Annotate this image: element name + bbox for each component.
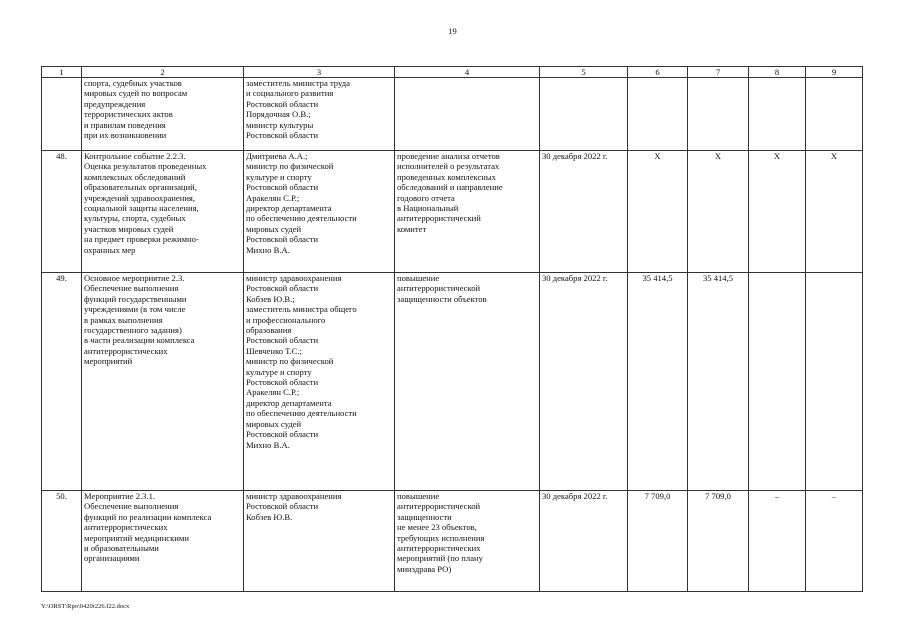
responsible-cell: министр здравоохранения Ростовской области Кобзев Ю.В.; заместитель министра общего и профессионального образования Ростовской области Шевченко Т.С.; министр по физической культуре и спорту Ростовской области Аракелян С.Р.; директор департамента по обеспечению деятельности мировых судей Ростовской области Михно В.А. bbox=[244, 273, 395, 491]
column-number: 3 bbox=[244, 67, 395, 78]
row-number: 49. bbox=[42, 273, 82, 491]
column-number: 8 bbox=[749, 67, 806, 78]
column-number: 4 bbox=[395, 67, 540, 78]
value-cell: Х bbox=[628, 151, 688, 273]
value-cell bbox=[628, 78, 688, 151]
responsible-cell: министр здравоохранения Ростовской области Кобзев Ю.В. bbox=[244, 491, 395, 592]
column-number: 1 bbox=[42, 67, 82, 78]
table-row bbox=[42, 78, 863, 151]
table-row bbox=[42, 151, 863, 273]
deadline-cell bbox=[540, 78, 628, 151]
value-cell: – bbox=[806, 491, 863, 592]
result-cell: проведение анализа отчетов исполнителей о результатах проведенных комплексных обследований и направление годового отчета в Национальный антитеррористический комитет bbox=[395, 151, 540, 273]
footer-file-path: Y:\ORST\Rpo\0420r226.f22.docx bbox=[41, 603, 130, 610]
responsible-cell: заместитель министра труда и социального развития Ростовской области Порядочная О.В.; министр культуры Ростовской области bbox=[244, 78, 395, 151]
value-cell: Х bbox=[749, 151, 806, 273]
deadline-cell: 30 декабря 2022 г. bbox=[540, 491, 628, 592]
value-cell: Х bbox=[806, 151, 863, 273]
value-cell: – bbox=[749, 491, 806, 592]
value-cell bbox=[806, 273, 863, 491]
table-row bbox=[42, 491, 863, 592]
result-cell: повышение антитеррористической защищенности не менее 23 объектов, требующих исполнения антитеррористических мероприятий (по плану минздрава РО) bbox=[395, 491, 540, 592]
page-number: 19 bbox=[448, 26, 457, 36]
responsible-cell: Дмитриева А.А.; министр по физической культуре и спорту Ростовской области Аракелян С.Р.; директор департамента по обеспечению деятельности мировых судей Ростовской области Михно В.А. bbox=[244, 151, 395, 273]
event-cell: Контрольное событие 2.2.3. Оценка результатов проведенных комплексных обследований образовательных организаций, учреждений здравоохранения, социальной защиты населения, культуры, спорта, судебных участков мировых судей на предмет проверки режимно- охранных мер bbox=[82, 151, 244, 273]
column-number-row bbox=[42, 67, 863, 78]
value-cell bbox=[688, 78, 749, 151]
value-cell bbox=[749, 273, 806, 491]
row-number: 48. bbox=[42, 151, 82, 273]
result-cell: повышение антитеррористической защищенности объектов bbox=[395, 273, 540, 491]
deadline-cell: 30 декабря 2022 г. bbox=[540, 151, 628, 273]
row-number: 50. bbox=[42, 491, 82, 592]
result-cell bbox=[395, 78, 540, 151]
value-cell: 7 709,0 bbox=[688, 491, 749, 592]
column-number: 7 bbox=[688, 67, 749, 78]
column-number: 2 bbox=[82, 67, 244, 78]
value-cell: 7 709,0 bbox=[628, 491, 688, 592]
event-cell: спорта, судебных участков мировых судей по вопросам предупреждения террористических актов и правилам поведения при их возникновении bbox=[82, 78, 244, 151]
value-cell: Х bbox=[688, 151, 749, 273]
value-cell bbox=[806, 78, 863, 151]
column-number: 6 bbox=[628, 67, 688, 78]
value-cell: 35 414,5 bbox=[688, 273, 749, 491]
events-table bbox=[41, 66, 863, 592]
value-cell: 35 414,5 bbox=[628, 273, 688, 491]
table-row bbox=[42, 273, 863, 491]
value-cell bbox=[749, 78, 806, 151]
event-cell: Мероприятие 2.3.1. Обеспечение выполнения функций по реализации комплекса антитеррористических мероприятий медицинскими и образовательными организациями bbox=[82, 491, 244, 592]
deadline-cell: 30 декабря 2022 г. bbox=[540, 273, 628, 491]
event-cell: Основное мероприятие 2.3. Обеспечение выполнения функций государственными учреждениями (в том числе в рамках выполнения государственного задания) в части реализации комплекса антитеррористических мероприятий bbox=[82, 273, 244, 491]
column-number: 5 bbox=[540, 67, 628, 78]
column-number: 9 bbox=[806, 67, 863, 78]
row-number bbox=[42, 78, 82, 151]
